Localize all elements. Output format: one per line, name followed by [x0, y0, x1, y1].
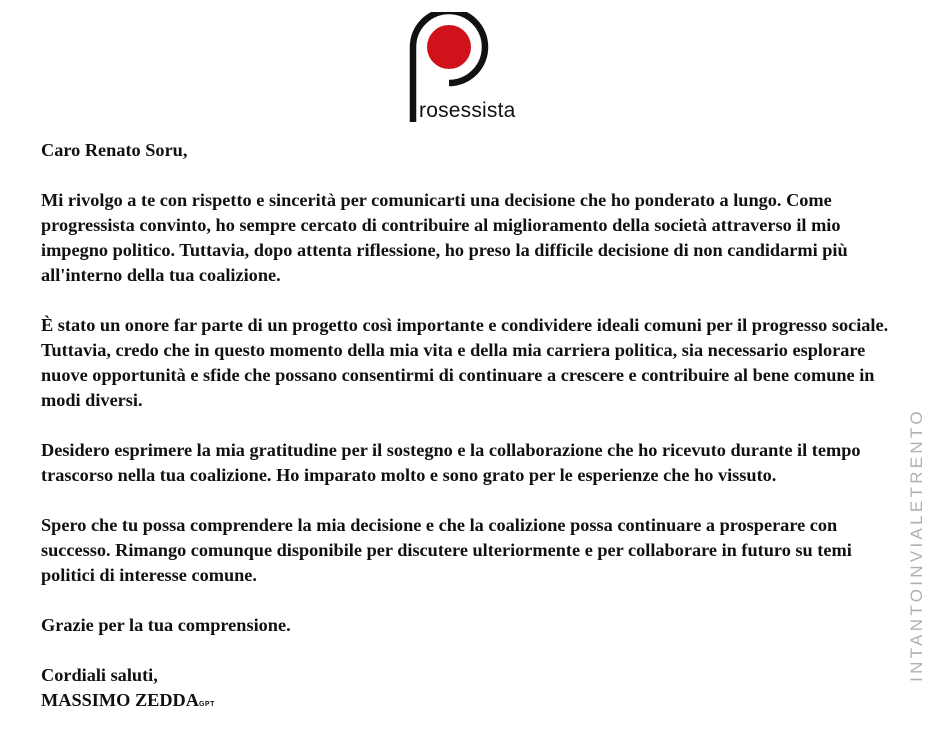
signature: [41, 688, 891, 717]
paragraph-4: Spero che tu possa comprendere la mia decisione e che la coalizione possa continuare a prosperare con successo. Rimango comunque disponibile per discutere ulteriormente e per collaborare in futuro su temi politici di interesse comune.: [41, 515, 852, 585]
logo-text: rosessista: [419, 99, 516, 122]
salutation: Caro Renato Soru,: [41, 140, 188, 160]
paragraph-2: È stato un onore far parte di un progetto così importante e condividere ideali comuni per il progresso sociale. Tuttavia, credo che in questo momento della mia vita e della mia carriera politica, sia necessario esplorare nuove opportunità e sfide che possano consentirmi di continuare a crescere e contribuire al bene comune in modi diversi.: [41, 315, 889, 410]
prosessista-logo: [404, 12, 534, 127]
thanks-line: Grazie per la tua comprensione.: [41, 615, 291, 635]
paragraph-3: Desidero esprimere la mia gratitudine per il sostegno e la collaborazione che ho ricevuto durante il tempo trascorso nella tua coalizione. Ho imparato molto e sono grato per le esperienze che ho vissuto.: [41, 440, 861, 485]
watermark: INTANTOINVIALETRENTO: [907, 408, 926, 682]
closing: Cordiali saluti,: [41, 665, 158, 685]
logo-red-dot: [427, 25, 471, 69]
signature-suffix: GPT: [198, 701, 215, 708]
paragraph-1: Mi rivolgo a te con rispetto e sincerità per comunicarti una decisione che ho ponderato a lungo. Come progressista convinto, ho sempre cercato di contribuire al miglioramento della società attraverso il mio impegno politico. Tuttavia, dopo attenta riflessione, ho preso la difficile decisione di non candidarmi più all'interno della tua coalizione.: [41, 190, 848, 285]
signature-name: MASSIMO ZEDDA: [41, 690, 199, 710]
letter-body: [41, 138, 891, 717]
